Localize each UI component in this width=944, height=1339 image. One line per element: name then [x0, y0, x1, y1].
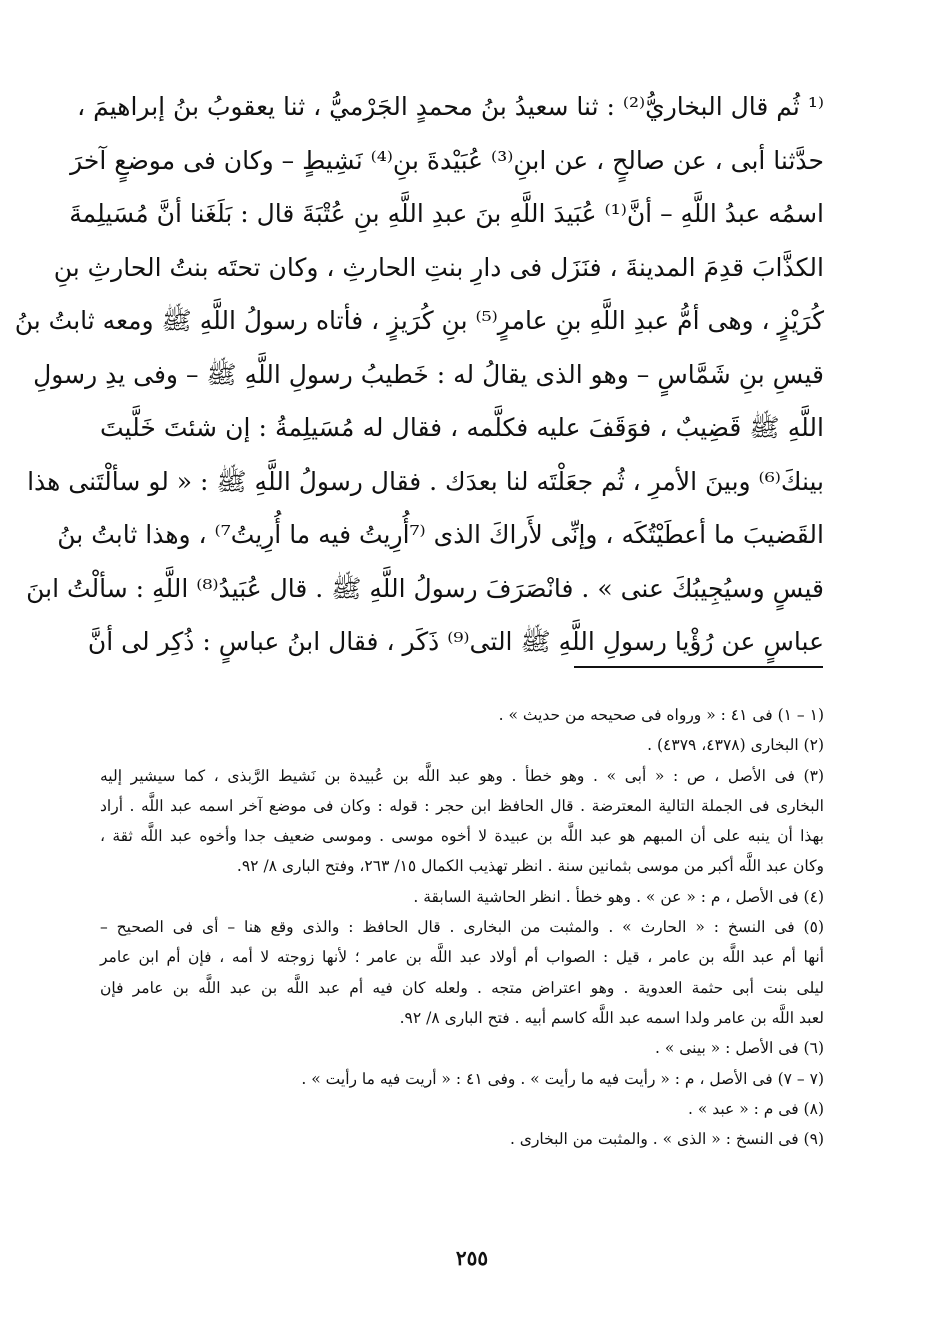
text-line: عباسٍ عن رُؤْيا رسولِ اللَّهِ ﷺ التى⁽⁹⁾ ذَكَر ، فقال ابنُ عباسٍ : ذُكِر لى أنَّ: [87, 627, 824, 656]
text-line: اللَّهِ ﷺ قَضِيبٌ ، فوَقَفَ عليه فكلَّمه ، فقال له مُسَيلِمةُ : إن شئتَ خَلَّيتَ: [100, 413, 824, 442]
text-line: القَضيبَ ما أعطَيْتُكَه ، وإنِّى لأَراكَ الذى ⁽⁷أُرِيتُ فيه ما أُرِيتُ⁷⁾ ، وهذا ثابتُ بنُ: [57, 520, 824, 549]
text-line: قيسِ بنِ شَمَّاسٍ – وهو الذى يقالُ له : خَطيبُ رسولِ اللَّهِ ﷺ – وفى يدِ رسولِ: [33, 359, 824, 389]
footnote-line: (٣) فى الأصل ، ص : « أبى » . وهو خطأ . وهو عبد اللَّه بن عُبيدة بن نَشيط الرَّبذى ، كما سيشير إليه: [100, 766, 824, 785]
footnote-line: لعبد اللَّه بن عامر ولدا اسمه عبد اللَّه كاسم أبيه . فتح البارى ٨/ ٩٢.: [399, 1008, 824, 1027]
footnote-line: أنها أم عبد اللَّه بن عامر ، قيل : الصواب أم أولاد عبد اللَّه بن عامر ؛ لأنها زوجته لا أمه ، فإن أم ابن عامر: [100, 948, 824, 967]
footnote-line: (٩) فى النسخ : « الذى » . والمثبت من البخارى .: [509, 1130, 824, 1149]
footnote-separator: [574, 666, 823, 668]
footnote-line: بهذا أن ينبه على أن المبهم هو عبد اللَّه بن عبيدة لا أخوه موسى . وموسى ضعيف جدا وأخوه عبد اللَّه ثقة ،: [100, 827, 824, 846]
page-number: ٢٥٥: [455, 1246, 489, 1270]
text-line: كُرَيْزٍ ، وهى أمُّ عبدِ اللَّهِ بنِ عامرٍ⁽⁵⁾ بنِ كُرَيزٍ ، فأتاه رسولُ اللَّهِ ﷺ ومعه ثابتُ بنُ: [14, 306, 824, 335]
footnote-line: (٦) فى الأصل : « بينى » .: [654, 1039, 824, 1058]
footnote-line: (٢) البخارى (٤٣٧٨، ٤٣٧٩) .: [647, 736, 824, 755]
footnote-line: (٥) فى النسخ : « الحارث » . والمثبت من البخارى . قال الحافظ : والذى وقع هنا – أى فى الصحيح –: [100, 918, 824, 937]
footnote-line: وكان عبد اللَّه أكبر من موسى بثمانين سنة . انظر تهذيب الكمال ١٥/ ٢٦٣، وفتح البارى ٨/ ٩٢.: [236, 857, 824, 876]
text-line: حدَّثنا أبى ، عن صالحٍ ، عن ابنِ⁽³⁾ عُبَيْدةَ بنِ⁽⁴⁾ نَشِيطٍ – وكان فى موضعٍ آخرَ: [70, 145, 824, 175]
footnote-line: ليلى بنت أبى حثمة العدوية . وهو اعتراض متجه . ولعله كان فيه أم عبد اللَّه بن عبد اللَّه بن عامر فإن: [100, 978, 824, 997]
footnote-line: (١ – ١) فى ٤١ : « ورواه فى صحيحه من حديث » .: [498, 706, 824, 724]
text-line: بينكَ⁽⁶⁾ وبينَ الأمرِ ، ثُم جعَلْتَه لنا بعدَك . فقال رسولُ اللَّهِ ﷺ : « لو سألْتَنى هذا: [27, 466, 824, 496]
text-line: اسمُه عبدُ اللَّهِ – أنَّ⁽¹⁾ عُبَيدَ اللَّهِ بنَ عبدِ اللَّهِ بنِ عُتْبَةَ قال : بَلَغَنا أنَّ مُسَيلِمةَ: [69, 199, 824, 228]
text-line: قيسٍ وسيُجِيبُكَ عنى » . فانْصَرَفَ رسولُ اللَّهِ ﷺ . قال عُبَيدُ⁽⁸⁾ اللَّهِ : سألْتُ ابنَ: [26, 573, 824, 603]
footnote-line: (٤) فى الأصل ، م : « عن » . وهو خطأ . انظر الحاشية السابقة .: [413, 887, 824, 906]
footnote-line: البخارى فى الجملة التالية المعترضة . قال الحافظ ابن حجر : قوله : وكان فى موضع آخر اسمه عبد اللَّه . أراد: [100, 796, 824, 815]
text-line: الكذَّابَ قدِمَ المدينةَ ، فنَزَل فى دارِ بنتِ الحارثِ ، وكان تحتَه بنتُ الحارثِ بنِ: [53, 252, 824, 282]
footnote-line: (٨) فى م : « عبد » .: [687, 1099, 824, 1118]
footnotes: [100, 700, 824, 1154]
main-text: [14, 80, 824, 669]
footnote-line: (٧ – ٧) فى الأصل ، م : « رأيت فيه ما رأيت » . وفى ٤١ : « أريت فيه ما رأيت » .: [301, 1069, 824, 1088]
text-line: ⁽¹ ثُم قال البخاريُّ⁽²⁾ : ثنا سعيدُ بنُ محمدٍ الجَرْميُّ ، ثنا يعقوبُ بنُ إبراهيمَ ،: [77, 92, 824, 121]
